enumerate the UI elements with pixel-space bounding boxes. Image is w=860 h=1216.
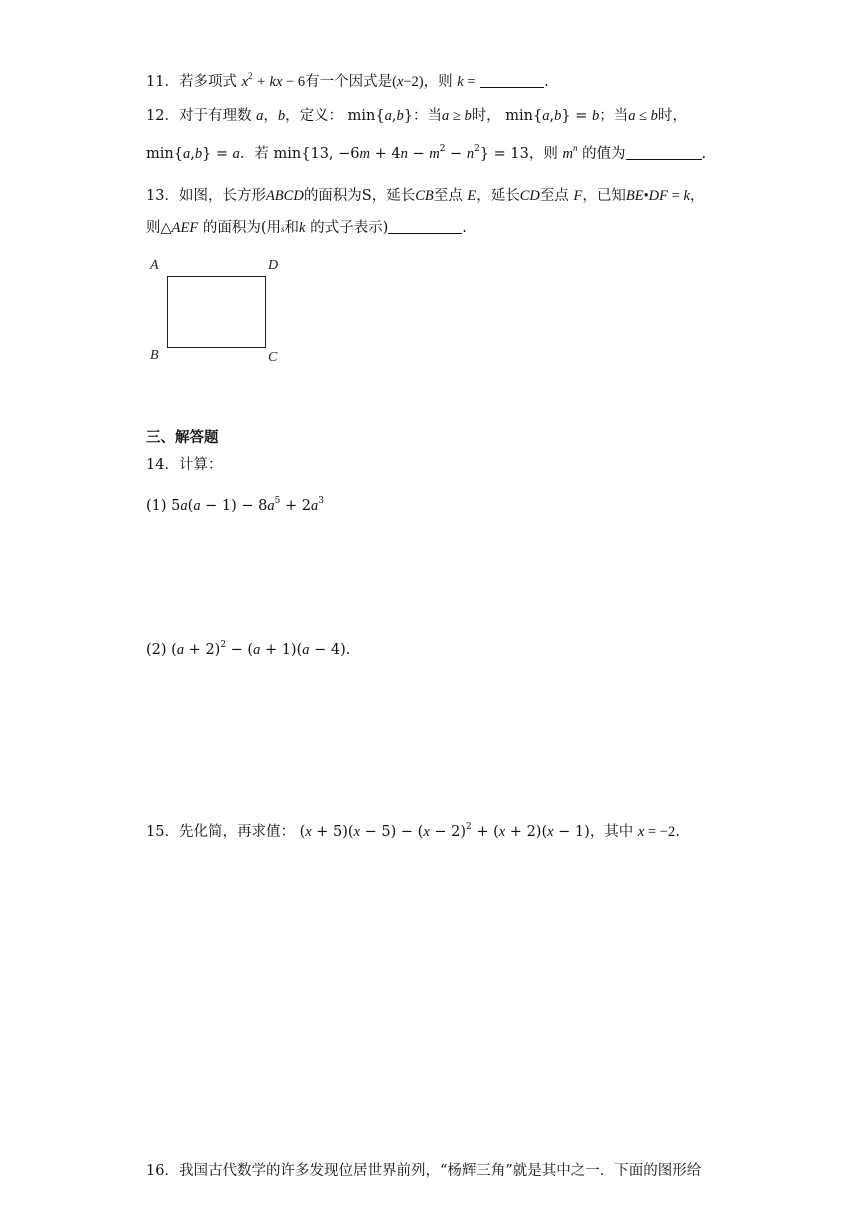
question-text: ，其中 <box>589 824 634 840</box>
question-text: ， <box>689 188 705 204</box>
min-result-a: min{a,b} = a <box>146 146 240 162</box>
question-15 <box>146 822 680 842</box>
comma: ， <box>285 108 300 124</box>
question-number: 16． <box>146 1163 179 1179</box>
question-text: 计算： <box>178 457 223 473</box>
question-text: 至点 <box>433 188 463 204</box>
question-text: 和 <box>284 220 300 236</box>
condition-a-ge-b: a ≥ b <box>441 108 472 124</box>
question-text: 我国古代数学的许多发现位居世界前列，“杨辉三角”就是其中之一．下面的图形给 <box>178 1163 702 1179</box>
question-12 <box>146 106 687 126</box>
point-e: E <box>467 188 477 204</box>
answer-blank[interactable] <box>626 145 702 160</box>
question-text: ，已知 <box>582 188 626 204</box>
product-condition: BE•DF = k <box>625 188 690 204</box>
question-text: 至点 <box>539 188 569 204</box>
part-1-expression: $5a(a - 1) - 8a^5 + 2a^3$ <box>171 496 324 514</box>
period: . <box>462 220 467 236</box>
question-number: 11． <box>146 74 179 90</box>
question-text: 定义： <box>299 108 344 124</box>
question-text: ．若 <box>239 146 269 162</box>
question-text: ：当 <box>412 108 442 124</box>
question-number: 14． <box>146 457 179 473</box>
question-text: 则△ <box>146 220 172 236</box>
min-result-b: min{a,b} = b <box>505 108 600 124</box>
label-a: A <box>150 258 159 273</box>
question-text: 有一个因式是 <box>305 74 393 90</box>
question-16 <box>146 1161 701 1181</box>
question-number: 13． <box>146 188 179 204</box>
question-number: 15． <box>146 824 179 840</box>
question-text: 时， <box>657 108 687 124</box>
var-a: a <box>256 108 264 124</box>
question-text: 的面积为(用 <box>202 220 282 236</box>
question-text: ；当 <box>599 108 629 124</box>
question-text: ，则 <box>528 146 558 162</box>
segment-cb: CB <box>415 188 434 204</box>
triangle-name: AEF <box>171 220 199 236</box>
part-label: (2) <box>146 642 167 658</box>
var-k: k <box>299 220 306 236</box>
answer-blank[interactable] <box>388 219 462 234</box>
part-2-expression: $(a + 2)^2 - (a + 1)(a - 4)$ <box>171 640 346 658</box>
question-text: 的式子表示) <box>310 220 389 236</box>
period: . <box>345 642 351 658</box>
segment-cd: CD <box>519 188 540 204</box>
question-11 <box>146 72 549 92</box>
min-definition: min{a,b} <box>347 108 413 124</box>
question-number: 12． <box>146 108 179 124</box>
label-b: B <box>150 348 159 363</box>
question-text: 如图，长方形 <box>178 188 266 204</box>
question-13-continued <box>146 218 467 239</box>
simplify-expression: $(x + 5)(x - 5) - (x - 2)^2 + (x + 2)(x - 1)$ <box>299 822 590 840</box>
condition-a-le-b: a ≤ b <box>628 108 658 124</box>
rectangle-abcd <box>167 276 266 348</box>
question-text: ，延长 <box>476 188 520 204</box>
question-text: 的值为 <box>582 146 626 162</box>
rect-name: ABCD <box>265 188 304 204</box>
label-d: D <box>268 258 279 273</box>
m-power-n: $m^n$ <box>562 143 578 162</box>
polynomial-expression: $x^2$ + kx − 6 <box>241 71 306 90</box>
part-label: (1) <box>146 498 167 514</box>
period: . <box>675 824 680 840</box>
var-b: b <box>277 108 286 124</box>
question-text: ，则 <box>423 74 453 90</box>
rectangle-figure <box>146 256 286 368</box>
question-text: 先化简，再求值： <box>178 824 295 840</box>
min-equation: min{13, $-6m + 4n - m^2 - n^2\} = 13$ <box>273 144 529 162</box>
question-14 <box>146 455 222 475</box>
x-value: x = −2 <box>637 824 676 840</box>
question-13 <box>146 186 704 206</box>
label-c: C <box>268 350 278 365</box>
period: . <box>701 146 707 162</box>
question-14-part-1 <box>146 496 324 516</box>
question-text: 对于有理数 <box>178 108 252 124</box>
answer-blank[interactable] <box>480 73 544 88</box>
point-f: F <box>573 188 583 204</box>
question-text: 的面积为S，延长 <box>303 188 416 204</box>
question-text: 若多项式 <box>178 74 237 90</box>
var-s: s <box>281 224 285 234</box>
factor-expression: (x−2) <box>392 74 424 90</box>
question-text: 时， <box>471 108 501 124</box>
comma: ， <box>263 108 278 124</box>
period: . <box>544 74 549 90</box>
variable-k: k = <box>457 74 476 90</box>
question-12-continued <box>146 144 706 164</box>
section-title: 三、解答题 <box>146 429 219 446</box>
question-14-part-2 <box>146 640 350 660</box>
